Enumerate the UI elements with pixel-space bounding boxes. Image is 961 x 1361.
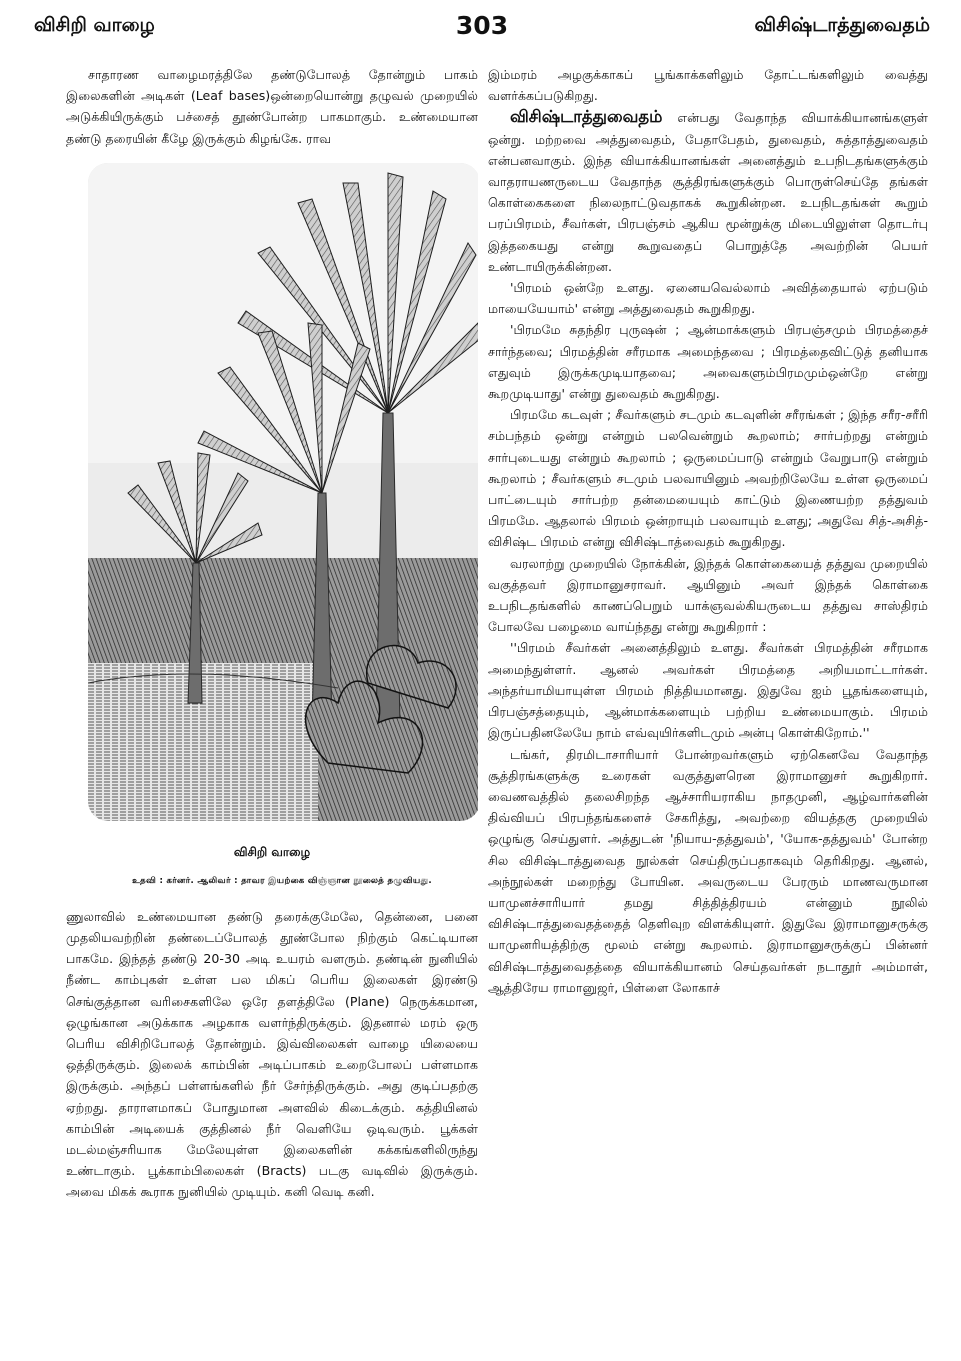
left-column [66, 64, 478, 1349]
running-head-left: விசிறி வாழை [34, 14, 155, 36]
entry-intro-text: என்பது வேதாந்த வியாக்கியானங்களுள் ஒன்று. மற்றவை அத்துவைதம், பேதாபேதம், துவைதம், சுத்தாத்துவைதம் என்பனவாகும். இந்த வியாக்கியானங்கள் அனைத்தும் உபநிடதங்களுக்கும் வாதராயணருடைய வேதாந்த சூத்திரங்களுக்கும் பொருள்செய்தே தங்கள் கொள்கைகளை நிலைநாட்டுவதாகக் கூறுகின்றன. உபநிடதங்கள் கூறும் பரப்பிரமம், சீவர்கள், பிரபஞ்சம் ஆகிய மூன்றுக்கு மிடையிலுள்ள தொடர்பு இத்தகையது என்று கூறுவதைப் பொறுத்தே அவற்றின் பெயர் உண்டாயிருக்கின்றன. [488, 110, 928, 274]
running-head-right: விசிஷ்டாத்துவைதம் [754, 14, 930, 36]
paragraph-dvaita: 'பிரமமே சுதந்திர புருஷன் ; ஆன்மாக்களும் பிரபஞ்சமும் பிரமத்தைச் சார்ந்தவை; பிரமத்தின் சரீரமாக அமைந்தவை ; பிரமத்தைவிட்டுத் தனியாக எதுவும் இருக்கமுடியாதவை; அவைகளும்பிரமமும்ஒன்றே என்று கூறமுடியாது' என்று துவைதம் கூறுகிறது. [488, 322, 928, 402]
paragraph-ravenala-description: ணுலாவில் உண்மையான தண்டு தரைக்குமேலே, தென்னை, பனை முதலியவற்றின் தண்டைப்போலத் தூண்போல நிற்கும் கெட்டியான பாகமே. இந்தத் தண்டு 20-30 அடி உயரம் வளரும். தண்டின் நுனியில் நீண்ட காம்புகள் உள்ள பல மிகப் பெரிய இலைகள் இரண்டு செங்குத்தான வரிசைகளிலே ஒரே தளத்திலே (Plane) நெருக்கமான, ஒழுங்கான அடுக்காக அழகாக வளர்ந்திருக்கும். இதனால் மரம் ஒரு பெரிய விசிறிபோலத் தோன்றும். இவ்விலைகள் வாழை யிலையை ஒத்திருக்கும். இலைக் காம்பின் அடிப்பாகம் உறைபோலப் பள்ளமாக இருக்கும். அந்தப் பள்ளங்களில் நீர் சேர்ந்திருக்கும். அது குடிப்பதற்கு ஏற்றது. தாராளமாகப் போதுமான அளவில் கிடைக்கும். கத்தியினல் காம்பின் அடியைக் குத்தினல் நீர் வெளியே ஒடிவரும். பூக்கள் மடல்மஞ்சரியாக மேலேயுள்ள இலைகளின் கக்கங்களிலிருந்து உண்டாகும். பூக்காம்பிலைகள் (Bracts) படகு வடிவில் இருக்கும். அவை மிகக் கூராக நுனியில் முடியும். கனி வெடி கனி. [66, 908, 478, 1200]
figure-caption: விசிறி வாழை [233, 844, 311, 859]
paragraph-brahman: பிரமமே கடவுள் ; சீவர்களும் சடமும் கடவுளின் சரீரங்கள் ; இந்த சரீர-சரீரி சம்பந்தம் ஒன்று என்றும் பலவென்றும் கூறலாம்; சார்பற்றது என்றும் சார்புடையது என்றும் கூறலாம் ; ஒருமைப்பாடு என்றும் வேறுபாடு என்றும் கூறலாம் ; சீவர்களும் சடமும் பலவாயினும் அவற்றிலேயே உள்ள ஒருமைப் பாட்டையும் சார்பற்ற தன்மையையும் காட்டும் இணையற்ற தத்துவம் பிரமமே. ஆதலால் பிரமம் ஒன்றாயும் பலவாயும் உளது; அதுவே சித்-அசித்-விசிஷ்ட பிரமம் என்று விசிஷ்டாத்வைதம் கூறுகிறது. [488, 407, 928, 550]
travellers-palm-illustration [88, 163, 478, 821]
entry-headword: விசிஷ்டாத்துவைதம் [510, 107, 663, 127]
paragraph-advaita: 'பிரமம் ஒன்றே உளது. ஏனையவெல்லாம் அவித்தையால் ஏற்படும் மாயையேயாம்' என்று அத்துவைதம் கூறுகிறது. [488, 280, 928, 317]
figure-credit: உதவி : கர்னர். ஆலிவர் : தாவர இயற்கை விஞ்ஞான நூலைத் தழுவியது. [132, 875, 432, 886]
right-column [488, 64, 928, 1349]
page-number: 303 [455, 11, 509, 40]
paragraph-history: வரலாற்று முறையில் நோக்கின், இந்தக் கொள்கையைத் தத்துவ முறையில் வகுத்தவர் இராமானுசராவர். ஆயினும் அவர் இந்தக் கொள்கை உபநிடதங்களில் காணப்பெறும் யாக்ஞவல்கியருடைய தத்துவ சாஸ்திரம் போலவே பழைமை வாய்ந்தது என்று கூறுகிறார் : [488, 555, 928, 635]
paragraph-garden-use: இம்மரம் அழகுக்காகப் பூங்காக்களிலும் தோட்டங்களிலும் வைத்து வளர்க்கப்படுகிறது. [488, 67, 928, 104]
paragraph-acharyas: டங்கர், திரமிடாசாரியார் போன்றவர்களும் ஏற்கெனவே வேதாந்த சூத்திரங்களுக்கு உரைகள் வகுத்துளரென இராமானுசர் கூறுகிறார். வைணவத்தில் தலைசிறந்த ஆச்சாரியராகிய நாதமுனி, ஆழ்வார்களின் திவ்வியப் பிரபந்தங்களைச் சேகரித்து, அவற்றை வியத்தகு முறையில் ஒழுங்கு செய்துளர். அத்துடன் 'நியாய-தத்துவம்', 'யோக-தத்துவம்' போன்ற சில விசிஷ்டாத்துவைத நூல்கள் செய்திருப்பதாகவும் தெரிகிறது. ஆனல், அந்நூல்கள் மறைந்து போயின. அவருடைய பேரரும் மாணவருமான யாமுனச்சாரியார் தமது சித்தித்திரயம் என்னும் நூலில் விசிஷ்டாத்துவைதத்தைத் தெளிவுற விளக்கியுளர். இதுவே இராமானுசருக்கு யாமுனரியத்திற்கு மூலம் என்று கூறலாம். இராமானுசருக்குப் பின்னர் விசிஷ்டாத்துவைதத்தை வியாக்கியானம் செய்தவர்கள் நடாதூர் அம்மாள், ஆத்திரேய ராமானுஜர், பிள்ளை லோகாச் [488, 746, 928, 995]
engraving-image [88, 163, 478, 821]
page-header [34, 11, 930, 48]
paragraph-visishtadvaita-intro [488, 106, 928, 277]
paragraph-quotation: ''பிரமம் சீவர்கள் அனைத்திலும் உளது. சீவர்கள் பிரமத்தின் சரீரமாக அமைந்துள்ளர். ஆனல் அவர்கள் பிரமத்தை அறியமாட்டார்கள். அந்தர்யாமியாயுள்ள பிரமம் நித்தியமானது. இதுவே ஐம் பூதங்களையும், பிரபஞ்சத்தையும், ஆன்மாக்களையும் பற்றிய உண்மையாகும். பிரமம் இருப்பதினலேயே நாம் எவ்வுயிர்களிடமும் அன்பு கொள்கிறோம்.'' [488, 640, 928, 741]
paragraph-plantain-stem: சாதாரண வாழைமரத்திலே தண்டுபோலத் தோன்றும் பாகம் இலைகளின் அடிகள் (Leaf bases)ஒன்றையொன்று தழுவல் முறையில் அடுக்கியிருக்கும் பச்சைத் தூண்போன்ற பாகமாகும். உண்மையான தண்டு தரையின் கீழே இருக்கும் கிழங்கே. ராவ [66, 67, 478, 146]
